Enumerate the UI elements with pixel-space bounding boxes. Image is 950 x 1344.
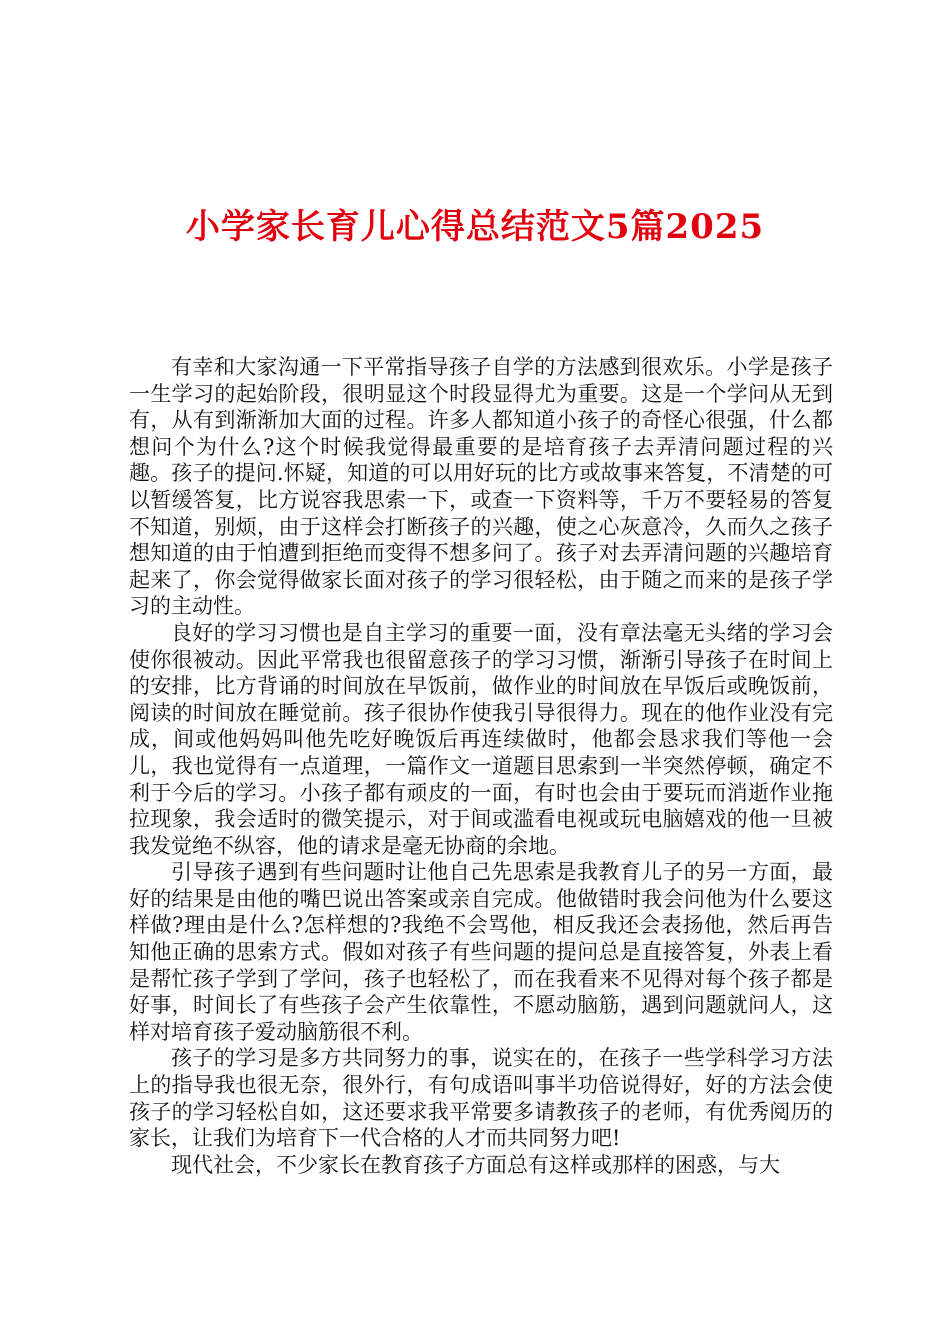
paragraph-5: 现代社会，不少家长在教育孩子方面总有这样或那样的困惑，与大	[171, 1152, 780, 1177]
paragraph-3: 引导孩子遇到有些问题时让他自己先思索是我教育儿子的另一方面，最好的结果是由他的嘴巴说出答案或亲自完成。他做错时我会问他为什么要这样做?理由是什么?怎样想的?我绝不会骂他，相反我还会表扬他，然后再告知他正确的思索方式。假如对孩子有些问题的提问总是直接答复，外表上看是帮忙孩子学到了学问，孩子也轻松了，而在我看来不见得对每个孩子都是好事，时间长了有些孩子会产生依靠性，不愿动脑筋，遇到问题就问人，这样对培育孩子爱动脑筋很不利。	[129, 860, 833, 1044]
paragraph-1: 有幸和大家沟通一下平常指导孩子自学的方法感到很欢乐。小学是孩子一生学习的起始阶段，很明显这个时段显得尤为重要。这是一个学问从无到有，从有到渐渐加大面的过程。许多人都知道小孩子的奇怪心很强，什么都想问个为什么?这个时候我觉得最重要的是培育孩子去弄清问题过程的兴趣。孩子的提问.怀疑，知道的可以用好玩的比方或故事来答复，不清楚的可以暂缓答复，比方说容我思索一下，或查一下资料等，千万不要轻易的答复不知道，别烦，由于这样会打断孩子的兴趣，使之心灰意冷，久而久之孩子想知道的由于怕遭到拒绝而变得不想多问了。孩子对去弄清问题的兴趣培育起来了，你会觉得做家长面对孩子的学习很轻松，由于随之而来的是孩子学习的主动性。	[129, 355, 833, 619]
document-body	[129, 354, 833, 1178]
paragraph-2: 良好的学习习惯也是自主学习的重要一面，没有章法毫无头绪的学习会使你很被动。因此平常我也很留意孩子的学习习惯，渐渐引导孩子在时间上的安排，比方背诵的时间放在早饭前，做作业的时间放在早饭后或晚饭前，阅读的时间放在睡觉前。孩子很协作使我引导很得力。现在的他作业没有完成，间或他妈妈叫他先吃好晚饭后再连续做时，他都会恳求我们等他一会儿，我也觉得有一点道理，一篇作文一道题目思索到一半突然停顿，确定不利于今后的学习。小孩子都有顽皮的一面，有时也会由于要玩而消逝作业拖拉现象，我会适时的微笑提示，对于间或滥看电视或玩电脑嬉戏的他一旦被我发觉绝不纵容，他的请求是毫无协商的余地。	[129, 620, 833, 858]
document-title: 小学家长育儿心得总结范文5篇2025	[185, 207, 765, 247]
paragraph-4: 孩子的学习是多方共同努力的事，说实在的，在孩子一些学科学习方法上的指导我也很无奈，很外行，有句成语叫事半功倍说得好，好的方法会使孩子的学习轻松自如，这还要求我平常要多请教孩子的老师，有优秀阅历的家长，让我们为培育下一代合格的人才而共同努力吧!	[129, 1046, 833, 1151]
